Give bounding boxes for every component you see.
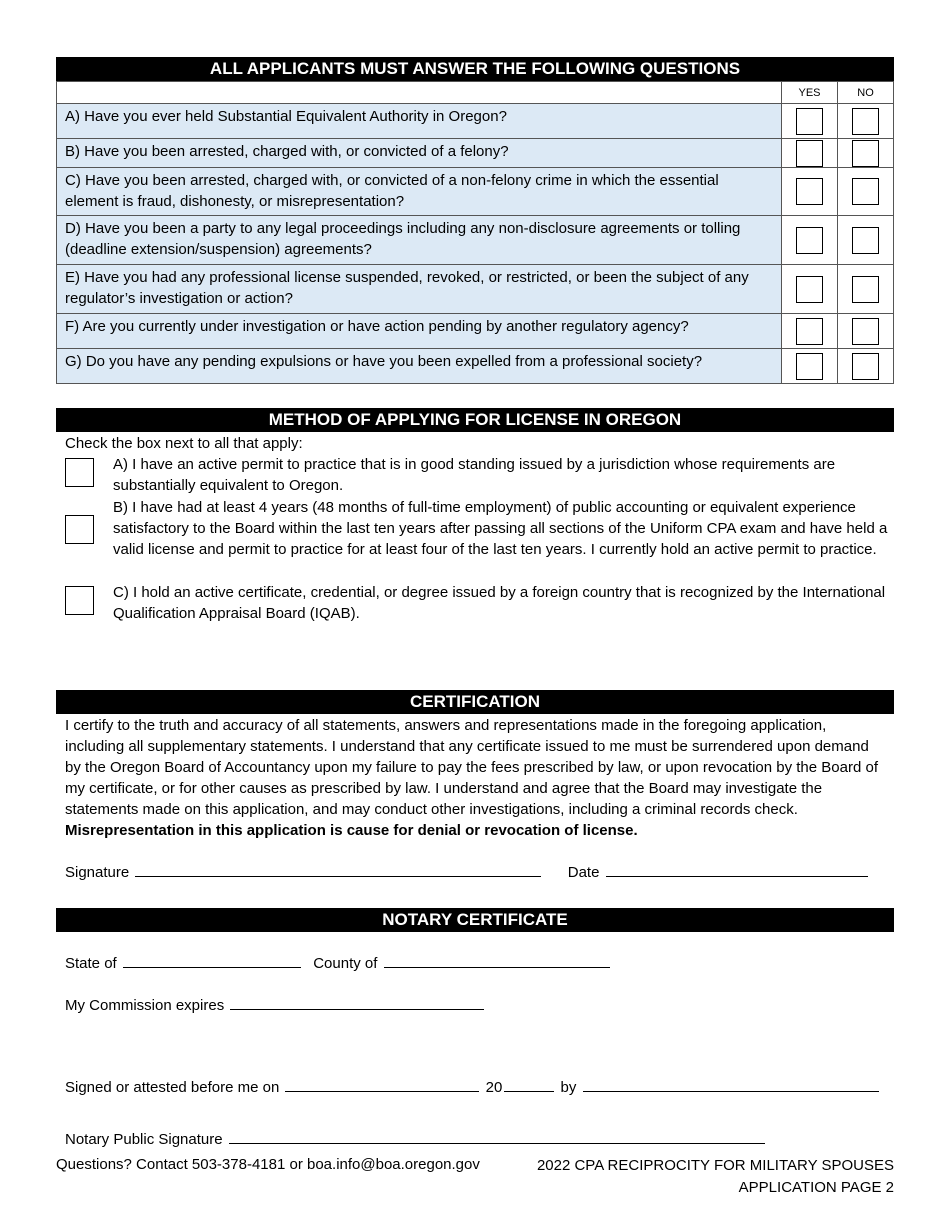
county-label: County of: [313, 955, 378, 972]
commission-row: [65, 996, 486, 1016]
date-label: Date: [567, 864, 600, 881]
question-a-yes-checkbox[interactable]: [796, 108, 823, 135]
method-option-b: B) I have had at least 4 years (48 months of full-time employment) of public accounting or equivalent experience satisfactory to the Board within the last ten years after passing all sections of the Uniform CPA exam and have held a valid license and permit to practice for at least four of the last ten years. I currently hold an active permit to practice.: [113, 499, 888, 558]
question-text: G) Do you have any pending expulsions or have you been expelled from a professional society?: [57, 349, 782, 384]
notary-signature-row: [65, 1130, 767, 1150]
state-county-row: [65, 954, 612, 974]
method-section-title: METHOD OF APPLYING FOR LICENSE IN OREGON: [56, 408, 894, 432]
question-d-no-checkbox[interactable]: [852, 227, 879, 254]
question-a-no-checkbox[interactable]: [852, 108, 879, 135]
question-text: F) Are you currently under investigation or have action pending by another regulatory agency?: [57, 314, 782, 349]
date-field[interactable]: [606, 863, 868, 877]
question-f-no-checkbox[interactable]: [852, 318, 879, 345]
question-f-yes-checkbox[interactable]: [796, 318, 823, 345]
footer-form-title: 2022 CPA RECIPROCITY FOR MILITARY SPOUSES: [536, 1157, 894, 1174]
commission-field[interactable]: [230, 996, 484, 1010]
question-b-no-checkbox[interactable]: [852, 140, 879, 167]
question-c-yes-checkbox[interactable]: [796, 178, 823, 205]
signed-row: [65, 1078, 881, 1098]
method-instruction: Check the box next to all that apply:: [65, 435, 303, 452]
question-text: B) Have you been arrested, charged with, or convicted of a felony?: [57, 139, 782, 168]
method-a-checkbox[interactable]: [65, 458, 94, 487]
method-c-checkbox[interactable]: [65, 586, 94, 615]
questions-header-row: [57, 82, 894, 104]
question-b-yes-checkbox[interactable]: [796, 140, 823, 167]
commission-label: My Commission expires: [65, 997, 225, 1014]
footer-page-label: APPLICATION PAGE 2: [738, 1179, 894, 1196]
signature-field[interactable]: [135, 863, 541, 877]
question-e-no-checkbox[interactable]: [852, 276, 879, 303]
notary-section-title: NOTARY CERTIFICATE: [56, 908, 894, 932]
question-e-yes-checkbox[interactable]: [796, 276, 823, 303]
question-row-a: [57, 104, 894, 139]
question-row-e: [57, 265, 894, 314]
question-row-g: [57, 349, 894, 384]
certification-statement: [65, 715, 885, 841]
signed-label: Signed or attested before me on: [65, 1079, 280, 1096]
question-text: A) Have you ever held Substantial Equivalent Authority in Oregon?: [57, 104, 782, 139]
signed-date-field[interactable]: [285, 1078, 479, 1092]
certification-body: I certify to the truth and accuracy of all statements, answers and representations made in the foregoing application, including all supplementary statements. I understand that any certificate issued to me must be surrendered upon demand by the Oregon Board of Accountancy upon my failure to pay the fees prescribed by law, or upon revocation by the Board of my certificate, or for other causes as prescribed by law. I understand and agree that the Board may investigate the statements made on this application, and may conduct other investigations, including a criminal records check.: [65, 717, 878, 818]
question-row-b: [57, 139, 894, 168]
method-b-checkbox[interactable]: [65, 515, 94, 544]
year-prefix: 20: [485, 1079, 503, 1096]
state-field[interactable]: [123, 954, 301, 968]
by-field[interactable]: [583, 1078, 879, 1092]
county-field[interactable]: [384, 954, 610, 968]
question-row-d: [57, 216, 894, 265]
yes-column-header: YES: [782, 82, 838, 104]
certification-warning: Misrepresentation in this application is cause for denial or revocation of license.: [65, 822, 638, 839]
footer-contact: Questions? Contact 503-378-4181 or boa.info@boa.oregon.gov: [56, 1156, 480, 1173]
signature-row: [65, 863, 870, 883]
footer-form-info: [537, 1155, 894, 1199]
question-text: D) Have you been a party to any legal proceedings including any non-disclosure agreements or tolling (deadline extension/suspension) agreements?: [57, 216, 782, 265]
year-field[interactable]: [504, 1078, 554, 1092]
signature-label: Signature: [65, 864, 130, 881]
notary-signature-field[interactable]: [229, 1130, 765, 1144]
question-text: E) Have you had any professional license suspended, revoked, or restricted, or been the subject of any regulator’s investigation or action?: [57, 265, 782, 314]
no-column-header: NO: [838, 82, 894, 104]
question-text: C) Have you been arrested, charged with, or convicted of a non-felony crime in which the essential element is fraud, dishonesty, or misrepresentation?: [57, 168, 782, 216]
question-g-yes-checkbox[interactable]: [796, 353, 823, 380]
question-d-yes-checkbox[interactable]: [796, 227, 823, 254]
notary-signature-label: Notary Public Signature: [65, 1131, 223, 1148]
questions-section-title: ALL APPLICANTS MUST ANSWER THE FOLLOWING QUESTIONS: [56, 57, 894, 81]
by-label: by: [560, 1079, 577, 1096]
method-option-c: C) I hold an active certificate, credential, or degree issued by a foreign country that is recognized by the International Qualification Appraisal Board (IQAB).: [113, 584, 886, 622]
question-row-f: [57, 314, 894, 349]
question-c-no-checkbox[interactable]: [852, 178, 879, 205]
certification-section-title: CERTIFICATION: [56, 690, 894, 714]
question-g-no-checkbox[interactable]: [852, 353, 879, 380]
questions-table: [56, 81, 894, 384]
method-option-a: A) I have an active permit to practice that is in good standing issued by a jurisdiction whose requirements are substantially equivalent to Oregon.: [113, 456, 836, 494]
question-row-c: [57, 168, 894, 216]
state-label: State of: [65, 955, 117, 972]
